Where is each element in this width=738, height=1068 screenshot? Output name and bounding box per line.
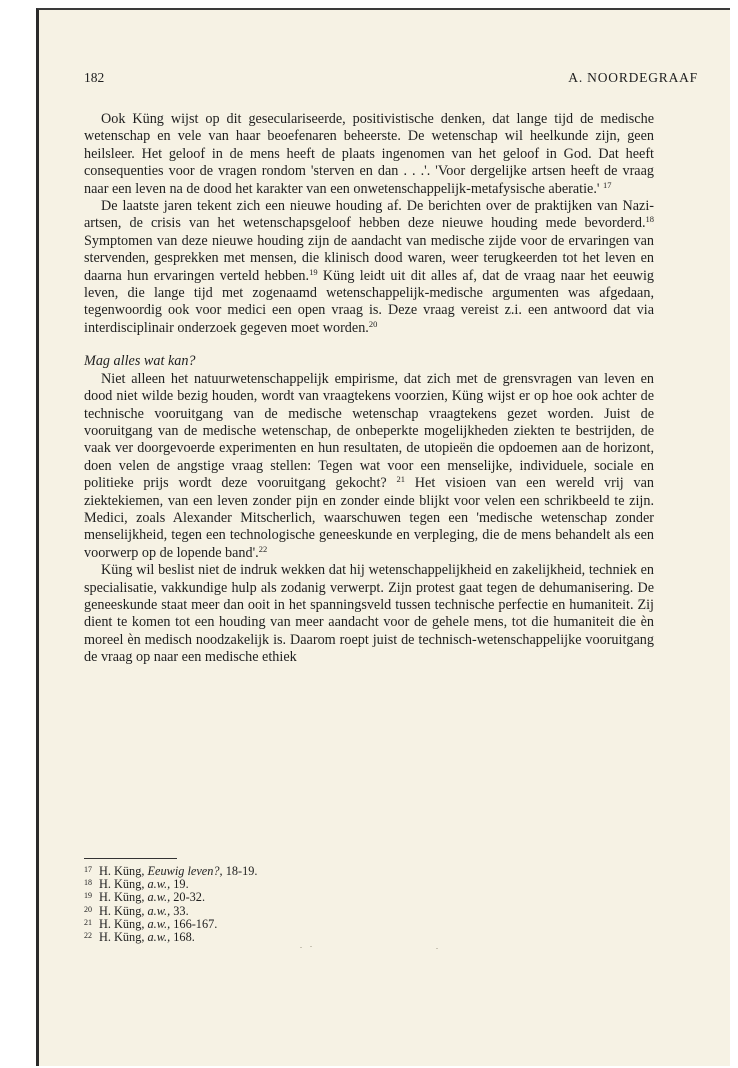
footnote-pages: 19. <box>173 877 189 892</box>
footnote-pages: 33. <box>173 903 189 918</box>
footnote-ref-17[interactable]: 17 <box>602 179 612 190</box>
footnote-pages: 20-32. <box>173 890 206 905</box>
footnote-title: a.w., <box>147 890 171 905</box>
footnotes-list <box>84 865 257 944</box>
scan-speck <box>436 948 438 949</box>
footnote-author: H. Küng, <box>99 903 145 918</box>
footnote-item: 17 H. Küng, Eeuwig leven?, 18-19. <box>84 864 258 878</box>
page-number: 182 <box>84 70 105 85</box>
scan-speck <box>310 946 312 947</box>
scan-speck <box>300 947 302 948</box>
footnote-item: 18 H. Küng, a.w., 19. <box>84 877 189 892</box>
footnote-title: Eeuwig leven?, <box>147 864 223 878</box>
paragraph-4-text: Küng wil beslist niet de indruk wekken dat hij wetenschappelijkheid en zakelijkheid, techniek en specialisatie, vakkundige hulp als zodanig verwerpt. Zijn protest gaat tegen de dehumanisering. De geneeskunde staat meer dan ooit in het spanningsveld tussen technische perfectie en humaniteit. Zij dient te komen tot een houding van meer aandacht voor de gehele mens, tot die humaniteit die èn moreel èn medisch noodzakelijk is. Daarom roept juist de technisch-wetenschappelijke vooruitgang de vraag op naar een medische ethiek <box>84 562 654 666</box>
footnote-item: 19 H. Küng, a.w., 20-32. <box>84 890 206 905</box>
footnote-pages: 18-19. <box>225 864 258 878</box>
paragraph-2-text-c: Küng leidt uit dit alles af, dat de vraag naar het eeuwig leven, die lange tijd met zogenaamd wetenschappelijk-medische argumenten was afgedaan, tegenwoordig ook voor medici een open vraag is. Deze vraag vereist z.i. een antwoord dat via interdisciplinair onderzoek gegeven moet worden. <box>84 267 654 336</box>
paragraph-2-text-b: Symptomen van deze nieuwe houding zijn de aandacht van medische zijde voor de ervaringen van stervenden, gesprekken met mensen, die klinisch dood waren, weer terugkeerden tot het leven en daarna hun ervaringen verteld hebben. <box>84 232 654 284</box>
footnote-divider <box>84 858 177 859</box>
paragraph-3 <box>84 371 654 562</box>
footnote-title: a.w., <box>147 930 171 945</box>
footnote-ref-21[interactable]: 21 <box>396 474 405 485</box>
footnote-pages: 166-167. <box>173 916 218 931</box>
paragraph-3-text-a: Niet alleen het natuurwetenschappelijk empirisme, dat zich met de grensvragen van leven en dood niet wilde bezig houden, wordt van vraagtekens voorzien, Küng wijst er op hoe ook achter de technische vooruitgang van de medische wetenschap vraagtekens gezet worden. Juist de vooruitgang van de medische wetenschap, de onbeperkte mogelijkheden ziekten te bestrijden, de vaak ver doorgevoerde experimenten en hun resultaten, de utopieën die opdoemen aan de horizont, doen velen de angstige vraag stellen: Tegen wat voor een menselijke, individuele, sociale en politieke prijs wordt deze vooruitgang gekocht? <box>84 370 654 492</box>
footnote-item: 22 H. Küng, a.w., 168. <box>84 930 195 945</box>
page-header <box>84 70 698 90</box>
footnote-item: 21 H. Küng, a.w., 166-167. <box>84 916 218 931</box>
footnote-pages: 168. <box>173 930 195 945</box>
running-head: A. NOORDEGRAAF <box>568 70 698 85</box>
paragraph-1 <box>84 111 654 198</box>
paragraph-4 <box>84 562 654 666</box>
footnote-ref-22[interactable]: 22 <box>258 543 268 554</box>
footnote-author: H. Küng, <box>99 864 145 878</box>
paragraph-1-text: Ook Küng wijst op dit geseculariseerde, positivistische denken, dat lange tijd de medische wetenschap en vele van haar beoefenaren beheerste. De wetenschap wil heelkunde zijn, geen heilsleer. Het geloof in de mens heeft de plaats ingenomen van het geloof in God. Dat heeft consequenties voor de vragen rondom 'sterven en dan . . .'. 'Voor dergelijke artsen heeft de vraag naar een leven na de dood het karakter van een onwetenschappelijk-metafysische aberatie.' <box>84 111 654 197</box>
footnote-title: a.w., <box>147 916 171 931</box>
footnote-author: H. Küng, <box>99 877 145 892</box>
footnote-author: H. Küng, <box>99 916 145 931</box>
footnote-author: H. Küng, <box>99 890 145 905</box>
paragraph-2 <box>84 198 654 337</box>
footnote-item: 20 H. Küng, a.w., 33. <box>84 903 189 918</box>
body-text <box>84 111 654 667</box>
footnote-ref-18[interactable]: 18 <box>645 214 654 225</box>
footnote-ref-19[interactable]: 19 <box>309 266 318 277</box>
paragraph-3-text-b: Het visioen van een wereld vrij van ziektekiemen, van een leven zonder pijn en zonder einde blijkt voor velen een schrikbeeld te zijn. Medici, zoals Alexander Mitscherlich, waarschuwen tegen een 'medische wetenschap zonder menselijkheid, tegen een technologische geneeskunde en verpleging, die de mens behandelt als een voorwerp op de lopende band'. <box>84 475 654 561</box>
footnote-ref-20[interactable]: 20 <box>368 318 378 329</box>
section-heading: Mag alles wat kan? <box>84 353 196 370</box>
footnote-author: H. Küng, <box>99 930 145 945</box>
footnote-title: a.w., <box>147 903 171 918</box>
paragraph-2-text-a: De laatste jaren tekent zich een nieuwe houding af. De berichten over de praktijken van Nazi-artsen, de crisis van het wetenschapsgeloof hebben deze nieuwe houding mede bevorderd. <box>84 198 654 232</box>
footnote-title: a.w., <box>147 877 171 892</box>
